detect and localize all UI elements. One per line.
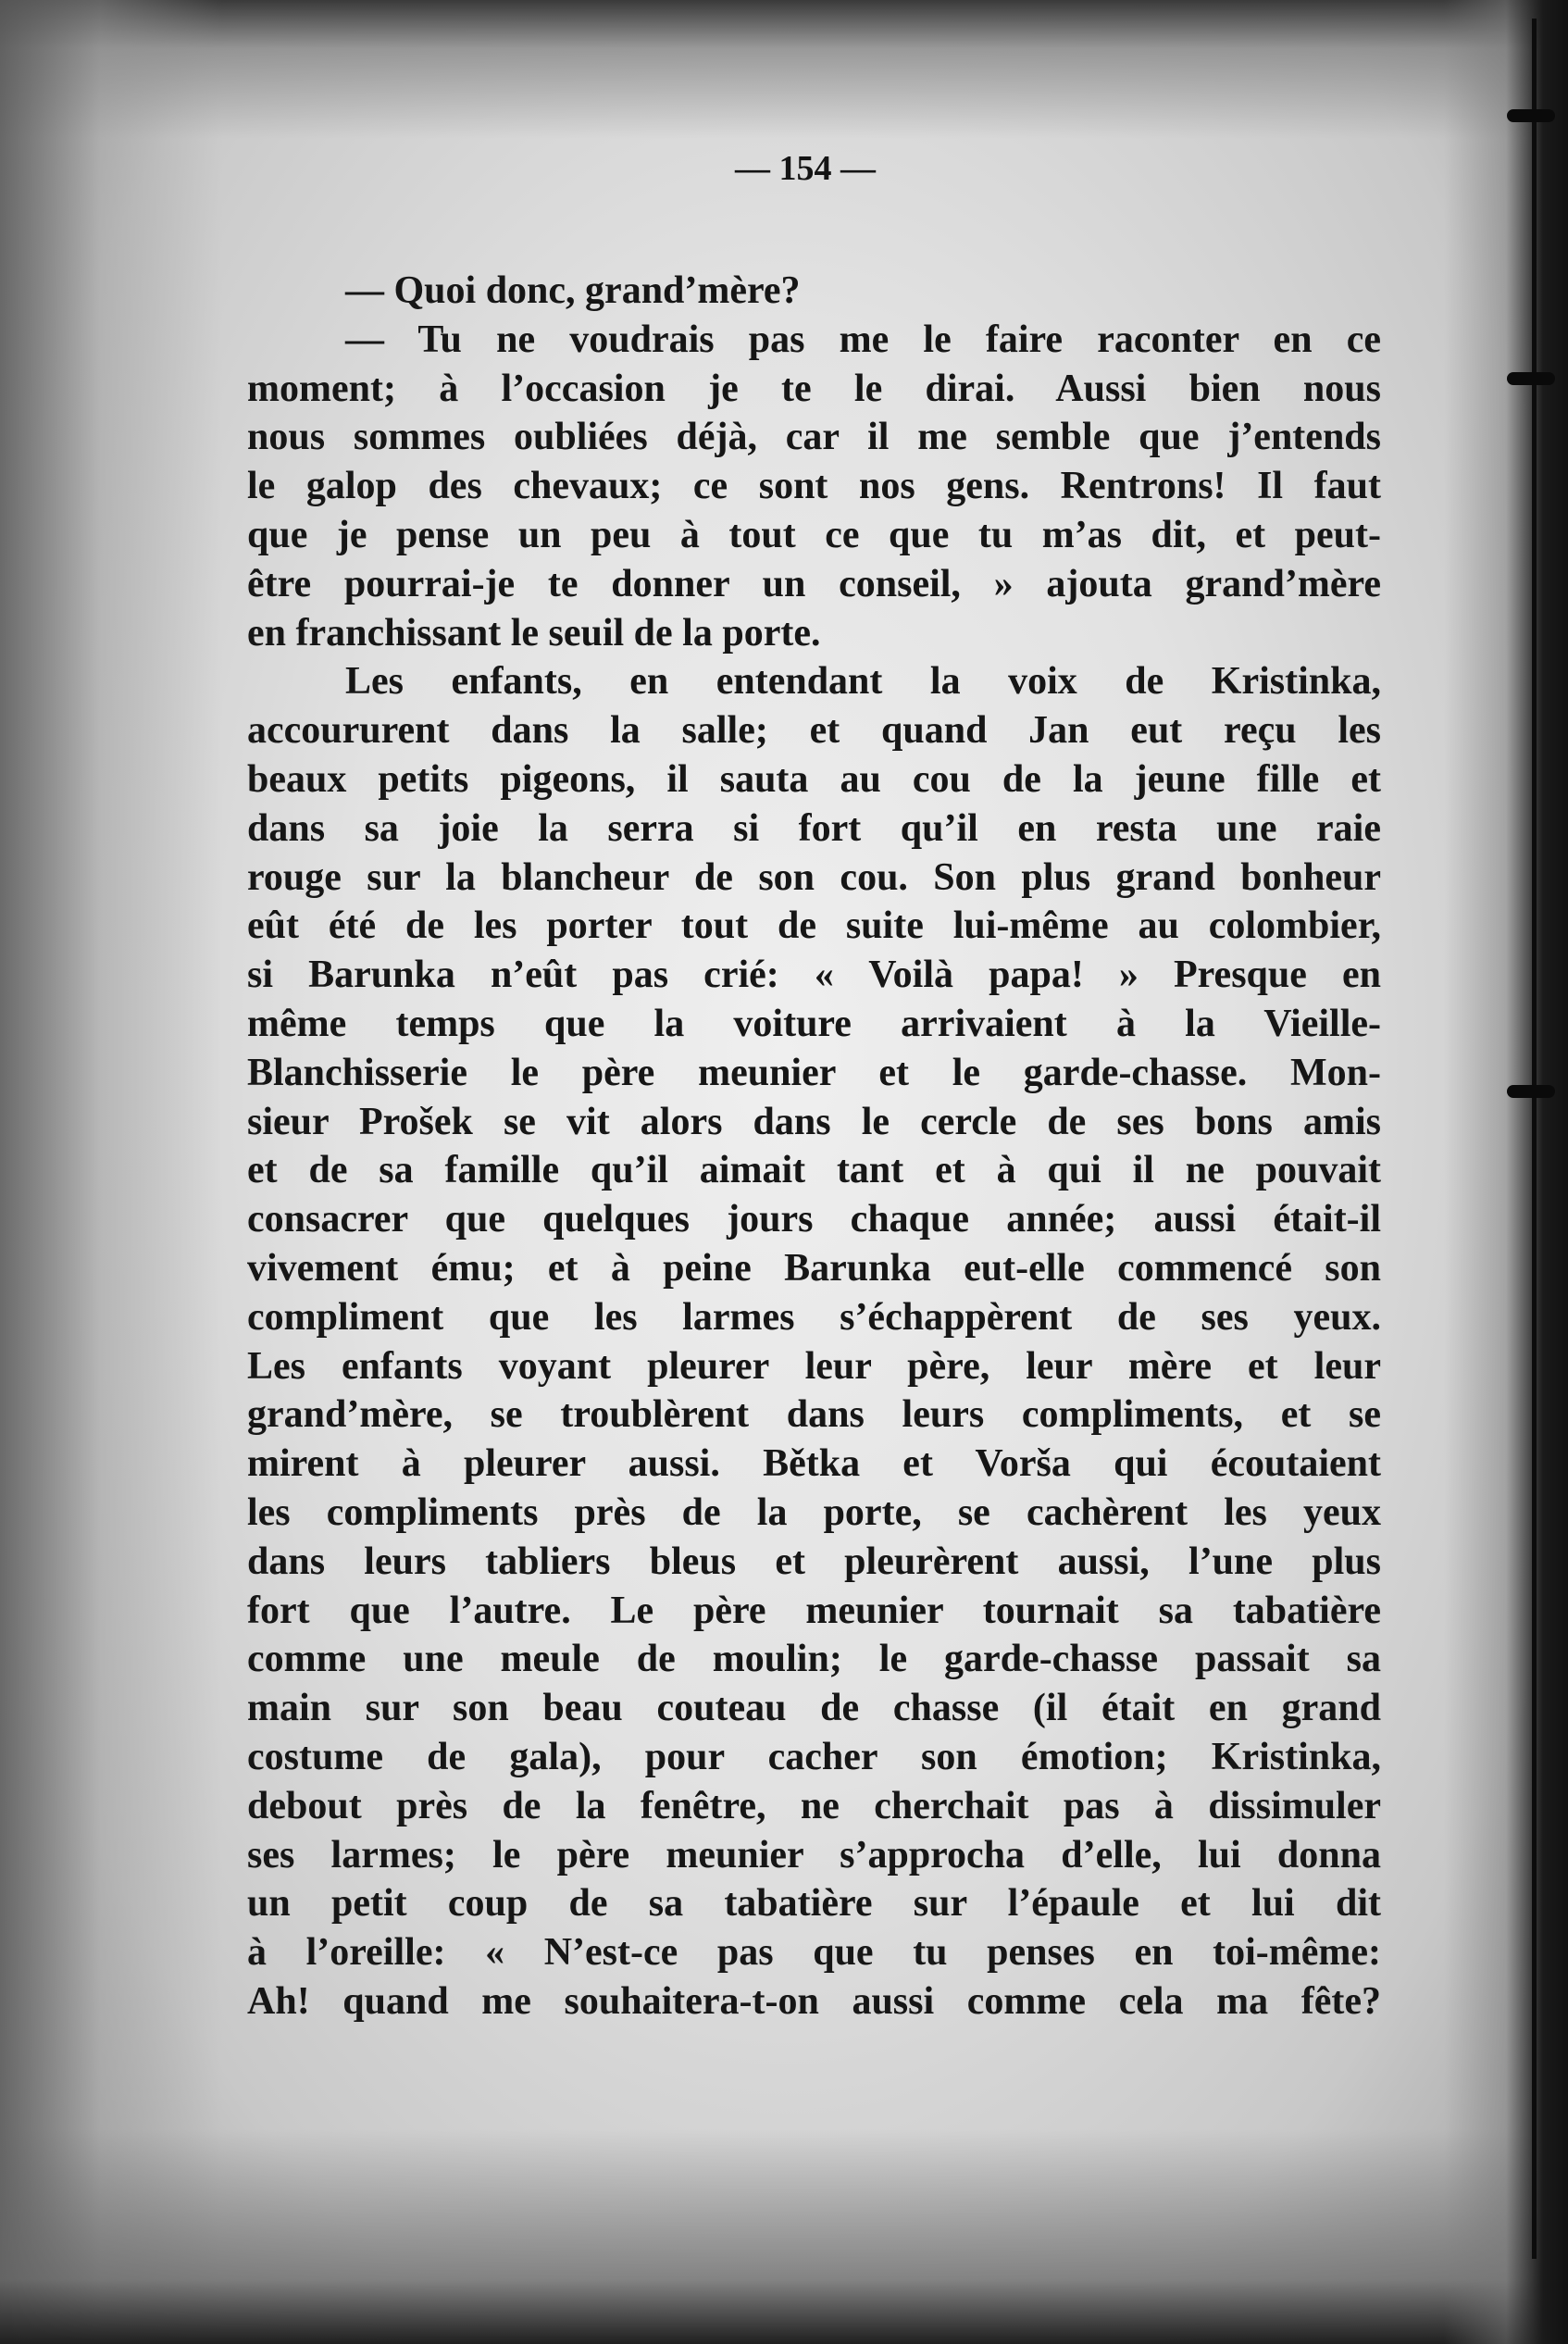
text-line: accoururent dans la salle; et quand Jan eut reçu les	[247, 709, 1381, 753]
text-line: et de sa famille qu’il aimait tant et à qui il ne pouvait	[247, 1149, 1381, 1192]
text-line: le galop des chevaux; ce sont nos gens. Rentrons! Il faut	[247, 465, 1381, 508]
binding-mark	[1507, 1085, 1555, 1098]
scan-shadow-left	[0, 0, 222, 2344]
text-line: dans sa joie la serra si fort qu’il en resta une raie	[247, 806, 1381, 850]
text-line: moment; à l’occasion je te le dirai. Aussi bien nous	[247, 367, 1381, 410]
text-line: Les enfants, en entendant la voix de Kristinka,	[345, 660, 1381, 704]
text-line: nous sommes oubliées déjà, car il me semble que j’entends	[247, 416, 1381, 459]
text-line: eût été de les porter tout de suite lui-même au colombier,	[247, 904, 1381, 948]
scan-shadow-right	[1444, 0, 1568, 2344]
binding-mark	[1507, 372, 1555, 385]
text-line: si Barunka n’eût pas crié: « Voilà papa! » Presque en	[247, 954, 1381, 997]
text-line: ses larmes; le père meunier s’approcha d’elle, lui donna	[247, 1833, 1381, 1876]
scan-shadow-bottom	[0, 2129, 1568, 2344]
text-line: Les enfants voyant pleurer leur père, leur mère et leur	[247, 1344, 1381, 1388]
text-line: même temps que la voiture arrivaient à la Vieille-	[247, 1002, 1381, 1045]
text-line: sieur Prošek se vit alors dans le cercle de ses bons amis	[247, 1100, 1381, 1143]
text-line: à l’oreille: « N’est-ce pas que tu penses en toi-même:	[247, 1931, 1381, 1975]
text-line: fort que l’autre. Le père meunier tournait sa tabatière	[247, 1589, 1381, 1632]
page-number: — 154 —	[735, 149, 876, 188]
text-line: vivement ému; et à peine Barunka eut-elle commencé son	[247, 1246, 1381, 1290]
binding-mark	[1507, 109, 1555, 122]
scan-shadow-top	[0, 0, 1568, 139]
text-line: en franchissant le seuil de la porte.	[247, 611, 821, 655]
text-line: beaux petits pigeons, il sauta au cou de la jeune fille et	[247, 757, 1381, 801]
text-line: — Quoi donc, grand’mère?	[345, 269, 801, 312]
text-line: mirent à pleurer aussi. Bětka et Vorša qui écoutaient	[247, 1442, 1381, 1486]
text-line: un petit coup de sa tabatière sur l’épaule et lui dit	[247, 1882, 1381, 1926]
text-line: debout près de la fenêtre, ne cherchait pas à dissimuler	[247, 1784, 1381, 1827]
text-line: costume de gala), pour cacher son émotion; Kristinka,	[247, 1735, 1381, 1778]
text-line: consacrer que quelques jours chaque année; aussi était-il	[247, 1198, 1381, 1241]
text-line: rouge sur la blancheur de son cou. Son plus grand bonheur	[247, 855, 1381, 899]
text-line: Ah! quand me souhaitera-t-on aussi comme cela ma fête?	[247, 1979, 1381, 2023]
body-text	[247, 267, 1381, 2026]
text-line: être pourrai-je te donner un conseil, » ajouta grand’mère	[247, 562, 1381, 605]
text-line: compliment que les larmes s’échappèrent de ses yeux.	[247, 1295, 1381, 1339]
text-line: main sur son beau couteau de chasse (il était en grand	[247, 1687, 1381, 1730]
text-line: dans leurs tabliers bleus et pleurèrent aussi, l’une plus	[247, 1540, 1381, 1583]
text-line: les compliments près de la porte, se cachèrent les yeux	[247, 1490, 1381, 1534]
text-line: que je pense un peu à tout ce que tu m’as dit, et peut-	[247, 513, 1381, 556]
text-line: comme une meule de moulin; le garde-chasse passait sa	[247, 1638, 1381, 1681]
binding-edge	[1532, 19, 1537, 2259]
text-line: — Tu ne voudrais pas me le faire raconter en ce	[345, 318, 1381, 361]
text-line: Blanchisserie le père meunier et le garde-chasse. Mon-	[247, 1051, 1381, 1094]
text-line: grand’mère, se troublèrent dans leurs compliments, et se	[247, 1393, 1381, 1437]
